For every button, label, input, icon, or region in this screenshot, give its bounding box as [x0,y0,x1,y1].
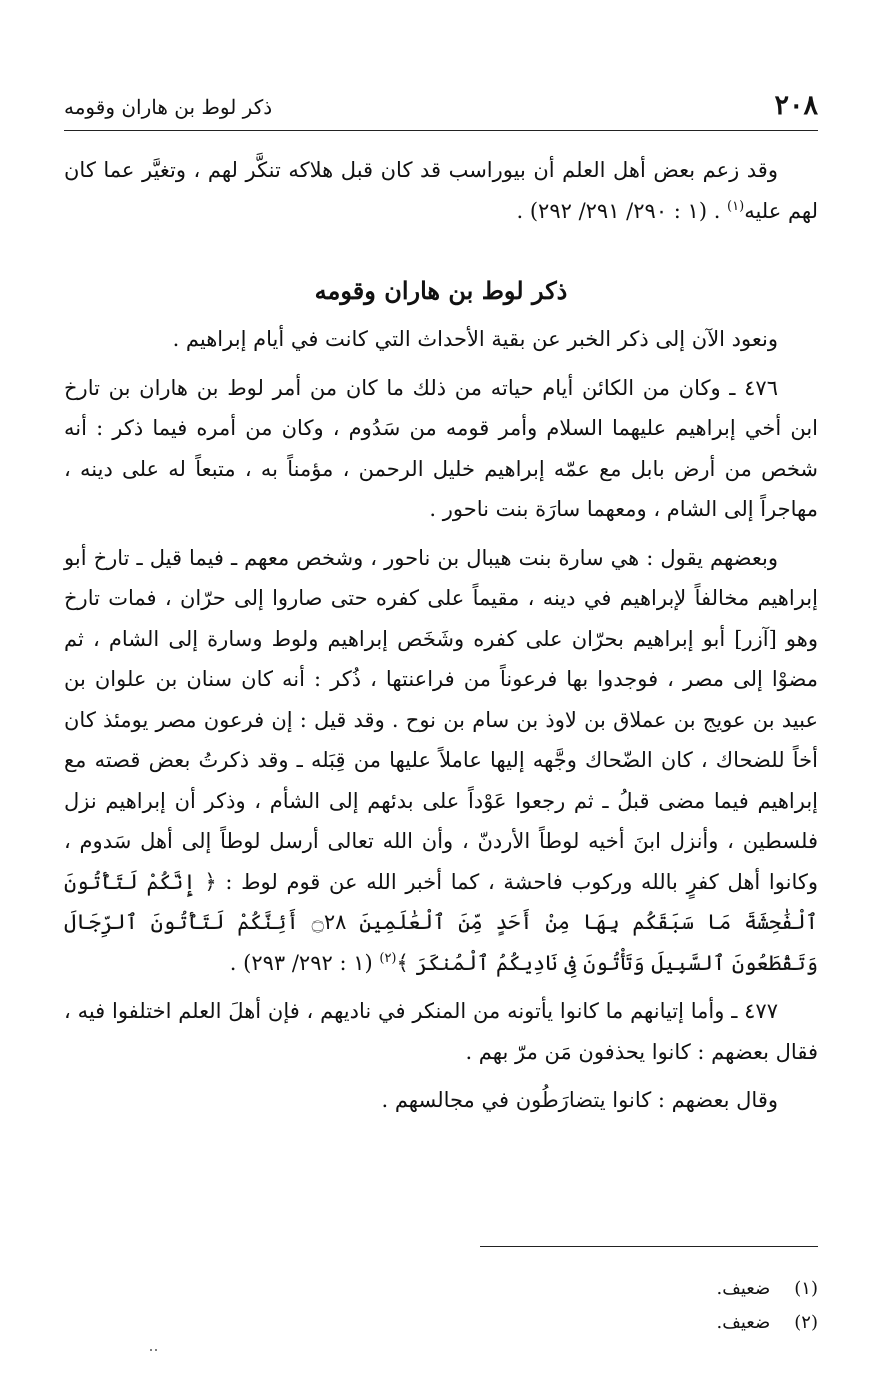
running-title: ذكر لوط بن هاران وقومه [64,95,273,119]
section-title: ذكر لوط بن هاران وقومه [314,276,568,305]
tradition-paragraph-text: وبعضهم يقول : هي سارة بنت هيبال بن ناحور ، وشخص معهم ـ فيما قيل ـ تارخ أبو إبراهيم مخالفاً لإبراهيم في دينه ، مقيماً على كفره حتى صاروا إلى حرّان ، فمات تارخ وهو [آزر] أبو إبراهيم بحرّان على كفره وشَخَص إبراهيم ولوط وسارة إلى الشام ، ثم مضوْا إلى مصر ، فوجدوا بها فرعوناً من فراعنتها ، ذُكر : أنه كان سنان بن علوان بن عبيد بن عويج بن عملاق بن لاوذ بن سام بن نوح . وقد قيل : إن فرعون مصر يومئذ كان أخاً للضحاك ، كان الضّحاك وجَّهه إليها عاملاً عليها من قِبَله ـ وقد ذكرتُ بعض قصته مع إبراهيم فيما مضى قبلُ ـ ثم رجعوا عَوْداً على بدئهم إلى الشأم ، وذكر أن إبراهيم نزل فلسطين ، وأنزل ابنَ أخيه لوطاً الأردنّ ، وأن الله تعالى أرسل لوطاً إلى أهل سَدوم ، وكانوا أهل كفرٍ بالله وركوب فاحشة ، كما أخبر الله عن قوم لوط : [64,545,818,894]
closing-paragraph: وقال بعضهم : كانوا يتضارَطُون في مجالسهم . [381,1088,778,1112]
opening-paragraph-text: وقد زعم بعض أهل العلم أن بيوراسب قد كان قبل هلاكه تنكَّر لهم ، وتغيَّر عما كان لهم عليه [64,158,818,223]
footnote-text: ضعيف. [716,1278,771,1299]
footnote-text: ضعيف. [716,1312,771,1333]
quran-verse: ﴿ إِنَّكُمْ لَتَأْتُونَ ٱلْفَٰحِشَةَ مَا سَبَقَكُم بِهَا مِنْ أَحَدٍ مِّنَ ٱلْعَٰلَمِينَ ۝٢٨ أَئِنَّكُمْ لَتَأْتُونَ ٱلرِّجَالَ وَتَقْطَعُونَ ٱلسَّبِيلَ وَتَأْتُونَ فِى نَادِيكُمُ ٱلْمُنكَرَ ﴾ [64,869,818,975]
footnote-divider [480,1246,818,1247]
page-number: ٢٠٨ [774,90,818,121]
print-speck [148,1336,160,1340]
paragraph-477: ٤٧٧ ـ وأما إتيانهم ما كانوا يأتونه من المنكر في ناديهم ، فإن أهلَ العلم اختلفوا فيه ، فقال بعضهم : كانوا يحذفون مَن مرّ بهم . [64,999,818,1064]
footnote-ref-2[interactable]: (٢) [379,950,397,966]
opening-paragraph-citation: . (١ : ٢٩٠/ ٢٩١/ ٢٩٢) . [516,198,728,223]
footnotes [458,1272,818,1340]
footnote-number: (١) [794,1278,818,1299]
running-header [64,86,818,131]
opening-paragraph [64,150,818,231]
intro-paragraph: ونعود الآن إلى ذكر الخبر عن بقية الأحداث التي كانت في أيام إبراهيم . [172,327,778,351]
main-text [64,150,818,1121]
paragraph-476: ٤٧٦ ـ وكان من الكائن أيام حياته من ذلك ما كان من أمر لوط بن هاران بن تارخ ابن أخي إبراهيم عليهما السلام وأمر قومه من سَدُوم ، وكان من أمره فيما ذكر : أنه شخص من أرض بابل مع عمّه إبراهيم خليل الرحمن ، مؤمناً به ، متبعاً له على دينه ، مهاجراً إلى الشام ، ومعهما سارَة بنت ناحور . [64,375,818,521]
footnote-item [458,1272,818,1306]
footnote-ref-1[interactable]: (١) [727,198,745,214]
tradition-paragraph-citation: (١ : ٢٩٢/ ٢٩٣) . [229,950,380,975]
footnote-item [458,1306,818,1340]
footnote-number: (٢) [794,1312,818,1333]
tradition-paragraph [64,538,818,984]
